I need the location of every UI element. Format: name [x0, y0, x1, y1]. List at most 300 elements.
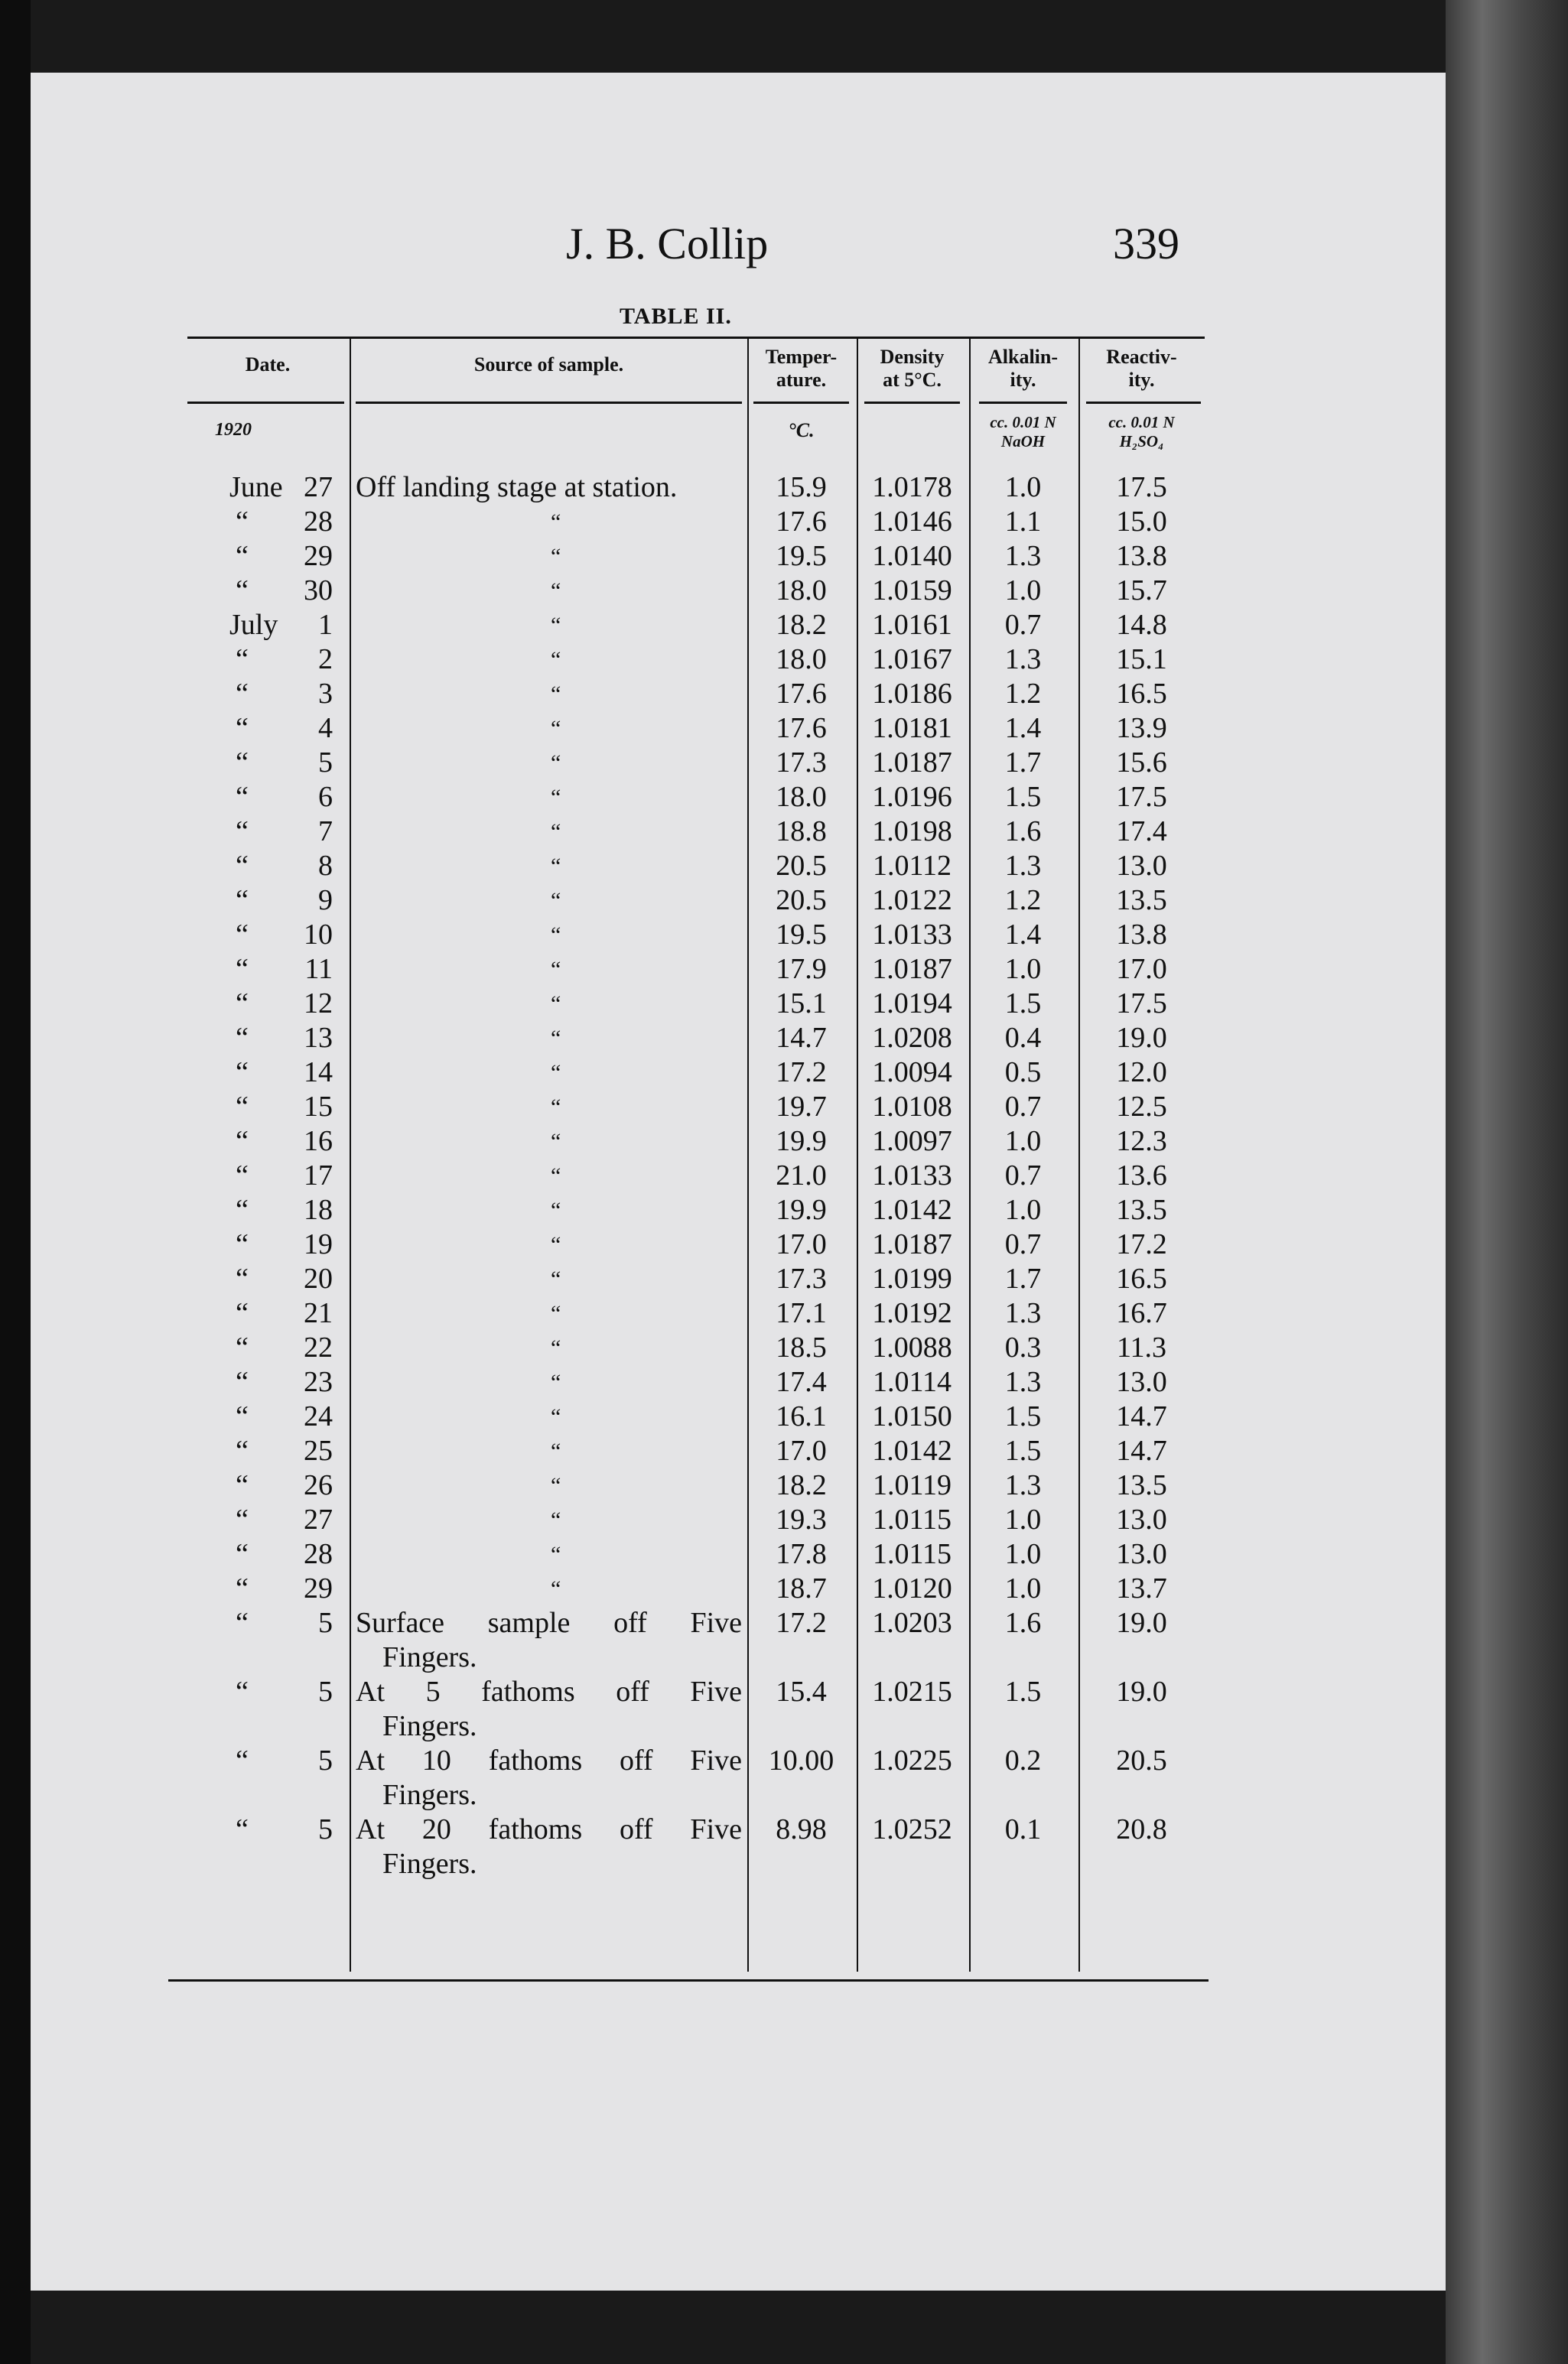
- density-cell: 1.0187: [872, 746, 952, 779]
- date-month: “: [236, 1813, 249, 1845]
- density-cell: 1.0178: [872, 471, 952, 503]
- temperature-cell: 18.2: [776, 609, 827, 641]
- table-row: [187, 1090, 1209, 1124]
- date-month: “: [236, 1125, 249, 1157]
- ditto-mark: “: [551, 1576, 561, 1601]
- density-cell: 1.0140: [872, 540, 952, 572]
- date-month: “: [236, 1745, 249, 1777]
- density-cell: 1.0112: [872, 850, 952, 882]
- ditto-mark: “: [551, 991, 561, 1016]
- temperature-cell: 17.1: [776, 1297, 827, 1329]
- ditto-mark: “: [551, 1026, 561, 1051]
- reactivity-cell: 17.0: [1116, 953, 1167, 985]
- date-month: “: [236, 815, 249, 847]
- units-row: [187, 413, 1209, 467]
- date-month: “: [236, 1091, 249, 1123]
- temperature-cell: 17.6: [776, 678, 827, 710]
- date-month: “: [236, 746, 249, 779]
- table-row: [187, 1021, 1209, 1055]
- temperature-cell: 17.6: [776, 712, 827, 744]
- table-row: [187, 780, 1209, 815]
- date-month: July: [229, 609, 278, 641]
- date-month: “: [236, 1056, 249, 1088]
- temperature-cell: 17.0: [776, 1228, 827, 1260]
- reactivity-cell: 12.0: [1116, 1056, 1167, 1088]
- alkalinity-cell: 0.7: [1004, 609, 1042, 641]
- table-row: [187, 642, 1209, 677]
- alkalinity-cell: 1.5: [1004, 1435, 1042, 1467]
- ditto-mark: “: [551, 922, 561, 948]
- date-month: “: [236, 781, 249, 813]
- temperature-cell: 17.2: [776, 1607, 827, 1639]
- alkalinity-cell: 1.3: [1004, 540, 1042, 572]
- alkalinity-cell: 1.0: [1004, 471, 1042, 503]
- date-day: 1: [318, 609, 333, 641]
- reactivity-cell: 14.7: [1116, 1400, 1167, 1432]
- density-cell: 1.0159: [872, 574, 952, 606]
- date-day: 21: [304, 1297, 333, 1329]
- date-month: “: [236, 1366, 249, 1398]
- scan-border-right: [1446, 0, 1568, 2364]
- table-row: [187, 1228, 1209, 1262]
- density-cell: 1.0133: [872, 919, 952, 951]
- alkalinity-cell: 1.3: [1004, 643, 1042, 675]
- alkalinity-cell: 1.0: [1004, 1194, 1042, 1226]
- temperature-cell: 19.7: [776, 1091, 827, 1123]
- alkalinity-cell: 1.4: [1004, 919, 1042, 951]
- density-cell: 1.0208: [872, 1022, 952, 1054]
- temperature-cell: 17.6: [776, 506, 827, 538]
- density-cell: 1.0194: [872, 987, 952, 1019]
- date-day: 5: [318, 1813, 333, 1845]
- alkalinity-cell: 0.3: [1004, 1332, 1042, 1364]
- ditto-mark: “: [551, 544, 561, 569]
- alkalinity-cell: 1.3: [1004, 1297, 1042, 1329]
- date-month: “: [236, 884, 249, 916]
- reactivity-cell: 20.5: [1116, 1745, 1167, 1777]
- temperature-cell: 18.0: [776, 643, 827, 675]
- density-cell: 1.0198: [872, 815, 952, 847]
- reactivity-cell: 20.8: [1116, 1813, 1167, 1845]
- date-day: 20: [304, 1263, 333, 1295]
- temperature-cell: 16.1: [776, 1400, 827, 1432]
- density-cell: 1.0114: [872, 1366, 952, 1398]
- table-row: [187, 1159, 1209, 1193]
- date-month: “: [236, 919, 249, 951]
- table-row: [187, 1262, 1209, 1296]
- reactivity-cell: 11.3: [1116, 1332, 1167, 1364]
- ditto-mark: “: [551, 681, 561, 707]
- density-cell: 1.0187: [872, 953, 952, 985]
- table-row: [187, 470, 1209, 505]
- date-day: 10: [304, 919, 333, 951]
- reactivity-cell: 19.0: [1116, 1607, 1167, 1639]
- reactivity-cell: 19.0: [1116, 1022, 1167, 1054]
- density-cell: 1.0161: [872, 609, 952, 641]
- table-row: [187, 1296, 1209, 1331]
- reactivity-cell: 16.5: [1116, 1263, 1167, 1295]
- table-row: [187, 746, 1209, 780]
- date-day: 5: [318, 1676, 333, 1708]
- col-header-reactivity: Reactiv- ity.: [1106, 346, 1177, 391]
- alkalinity-cell: 1.7: [1004, 746, 1042, 779]
- table-row: [187, 1365, 1209, 1400]
- density-cell: 1.0192: [872, 1297, 952, 1329]
- source-line: Fingers.: [382, 1710, 477, 1742]
- reactivity-cell: 16.5: [1116, 678, 1167, 710]
- alkalinity-cell: 1.3: [1004, 1366, 1042, 1398]
- temperature-cell: 18.2: [776, 1469, 827, 1501]
- density-cell: 1.0215: [872, 1676, 952, 1708]
- year-label: 1920: [215, 420, 252, 440]
- date-month: “: [236, 678, 249, 710]
- reactivity-cell: 13.5: [1116, 884, 1167, 916]
- ditto-mark: “: [551, 1129, 561, 1154]
- date-day: 22: [304, 1332, 333, 1364]
- date-day: 16: [304, 1125, 333, 1157]
- ditto-mark: “: [551, 578, 561, 603]
- reactivity-cell: 15.1: [1116, 643, 1167, 675]
- ditto-mark: “: [551, 1370, 561, 1395]
- source-cell: [356, 1813, 742, 1881]
- table-row: [187, 608, 1209, 642]
- table-row: [187, 815, 1209, 849]
- ditto-mark: “: [551, 785, 561, 810]
- density-cell: 1.0199: [872, 1263, 952, 1295]
- col-header-source: Source of sample.: [473, 353, 624, 376]
- reactivity-cell: 15.7: [1116, 574, 1167, 606]
- alkalinity-cell: 1.0: [1004, 953, 1042, 985]
- running-head: J. B. Collip: [566, 219, 769, 268]
- table-row: [187, 505, 1209, 539]
- source-line: Fingers.: [382, 1779, 477, 1811]
- date-day: 19: [304, 1228, 333, 1260]
- date-month: “: [236, 1194, 249, 1226]
- temperature-cell: 15.9: [776, 471, 827, 503]
- reactivity-cell: 13.8: [1116, 919, 1167, 951]
- reactivity-cell: 17.5: [1116, 987, 1167, 1019]
- density-cell: 1.0133: [872, 1159, 952, 1192]
- temperature-cell: 15.1: [776, 987, 827, 1019]
- table-row: [187, 883, 1209, 918]
- date-month: “: [236, 1504, 249, 1536]
- alkalinity-cell: 1.5: [1004, 781, 1042, 813]
- date-day: 2: [318, 643, 333, 675]
- header-rule-date: [187, 402, 344, 404]
- alkalinity-cell: 1.7: [1004, 1263, 1042, 1295]
- density-cell: 1.0225: [872, 1745, 952, 1777]
- alkalinity-cell: 1.0: [1004, 1125, 1042, 1157]
- temperature-cell: 19.5: [776, 919, 827, 951]
- ditto-mark: “: [551, 1094, 561, 1120]
- scan-border-left: [0, 0, 31, 2364]
- unit-alkalinity: cc. 0.01 N NaOH: [990, 413, 1056, 450]
- alkalinity-cell: 0.1: [1004, 1813, 1042, 1845]
- reactivity-cell: 13.8: [1116, 540, 1167, 572]
- ditto-mark: “: [551, 1267, 561, 1292]
- alkalinity-cell: 1.3: [1004, 1469, 1042, 1501]
- table-row: [187, 1400, 1209, 1434]
- date-month: “: [236, 1400, 249, 1432]
- ditto-mark: “: [551, 1335, 561, 1361]
- temperature-cell: 17.3: [776, 1263, 827, 1295]
- date-day: 3: [318, 678, 333, 710]
- source-cell: [356, 1744, 742, 1813]
- temperature-cell: 17.3: [776, 746, 827, 779]
- alkalinity-cell: 0.5: [1004, 1056, 1042, 1088]
- date-day: 7: [318, 815, 333, 847]
- date-day: 30: [304, 574, 333, 606]
- table-row: [187, 1606, 1209, 1675]
- header-rule-reactivity: [1086, 402, 1201, 404]
- date-day: 28: [304, 1538, 333, 1570]
- ditto-mark: “: [551, 1542, 561, 1567]
- reactivity-cell: 15.6: [1116, 746, 1167, 779]
- reactivity-cell: 16.7: [1116, 1297, 1167, 1329]
- alkalinity-cell: 1.6: [1004, 815, 1042, 847]
- table-row: [187, 1124, 1209, 1159]
- alkalinity-cell: 1.0: [1004, 1504, 1042, 1536]
- source-cell: [356, 1675, 742, 1744]
- date-month: “: [236, 643, 249, 675]
- table-row: [187, 1193, 1209, 1228]
- density-cell: 1.0203: [872, 1607, 952, 1639]
- ditto-mark: “: [551, 819, 561, 844]
- density-cell: 1.0181: [872, 712, 952, 744]
- reactivity-cell: 17.5: [1116, 471, 1167, 503]
- reactivity-cell: 13.0: [1116, 1504, 1167, 1536]
- date-day: 18: [304, 1194, 333, 1226]
- date-month: “: [236, 1159, 249, 1192]
- table-row: [187, 1331, 1209, 1365]
- alkalinity-cell: 1.5: [1004, 1400, 1042, 1432]
- page-number: 339: [1113, 219, 1179, 268]
- reactivity-cell: 14.7: [1116, 1435, 1167, 1467]
- density-cell: 1.0094: [872, 1056, 952, 1088]
- alkalinity-cell: 1.4: [1004, 712, 1042, 744]
- temperature-cell: 18.0: [776, 781, 827, 813]
- date-day: 26: [304, 1469, 333, 1501]
- alkalinity-cell: 0.7: [1004, 1091, 1042, 1123]
- table-row: [187, 1813, 1209, 1881]
- date-month: “: [236, 1538, 249, 1570]
- table-row: [187, 711, 1209, 746]
- alkalinity-cell: 0.7: [1004, 1159, 1042, 1192]
- unit-reactivity: cc. 0.01 N H₂SO₄: [1108, 413, 1175, 450]
- table-row: [187, 1537, 1209, 1572]
- ditto-mark: “: [551, 1507, 561, 1533]
- temperature-cell: 19.5: [776, 540, 827, 572]
- density-cell: 1.0196: [872, 781, 952, 813]
- source-line: Fingers.: [382, 1641, 477, 1673]
- date-day: 24: [304, 1400, 333, 1432]
- alkalinity-cell: 0.2: [1004, 1745, 1042, 1777]
- header-rule-source: [356, 402, 742, 404]
- ditto-mark: “: [551, 1198, 561, 1223]
- ditto-mark: “: [551, 750, 561, 776]
- date-day: 29: [304, 1572, 333, 1605]
- reactivity-cell: 13.0: [1116, 1366, 1167, 1398]
- date-day: 6: [318, 781, 333, 813]
- reactivity-cell: 15.0: [1116, 506, 1167, 538]
- temperature-cell: 20.5: [776, 884, 827, 916]
- ditto-mark: “: [551, 1404, 561, 1429]
- table-body: [187, 470, 1209, 1881]
- table-row: [187, 1744, 1209, 1813]
- temperature-cell: 15.4: [776, 1676, 827, 1708]
- density-cell: 1.0252: [872, 1813, 952, 1845]
- source-line: At 10 fathoms off Five: [356, 1745, 742, 1777]
- table-row: [187, 1468, 1209, 1503]
- density-cell: 1.0142: [872, 1435, 952, 1467]
- temperature-cell: 17.0: [776, 1435, 827, 1467]
- date-month: “: [236, 953, 249, 985]
- table-row: [187, 1055, 1209, 1090]
- date-day: 5: [318, 1607, 333, 1639]
- ditto-mark: “: [551, 1060, 561, 1085]
- density-cell: 1.0186: [872, 678, 952, 710]
- reactivity-cell: 13.5: [1116, 1469, 1167, 1501]
- date-month: “: [236, 1572, 249, 1605]
- date-day: 4: [318, 712, 333, 744]
- density-cell: 1.0115: [872, 1538, 952, 1570]
- reactivity-cell: 12.5: [1116, 1091, 1167, 1123]
- page-header: [31, 218, 1446, 287]
- temperature-cell: 8.98: [776, 1813, 827, 1845]
- reactivity-cell: 13.9: [1116, 712, 1167, 744]
- ditto-mark: “: [551, 1473, 561, 1498]
- table-row: [187, 987, 1209, 1021]
- table-row: [187, 1572, 1209, 1606]
- density-cell: 1.0119: [872, 1469, 952, 1501]
- temperature-cell: 17.4: [776, 1366, 827, 1398]
- col-header-alkalinity: Alkalin- ity.: [987, 346, 1059, 391]
- ditto-mark: “: [551, 1232, 561, 1257]
- density-cell: 1.0167: [872, 643, 952, 675]
- date-day: 27: [304, 1504, 333, 1536]
- date-day: 27: [304, 471, 333, 503]
- date-day: 29: [304, 540, 333, 572]
- temperature-cell: 18.0: [776, 574, 827, 606]
- temperature-cell: 19.9: [776, 1125, 827, 1157]
- density-cell: 1.0122: [872, 884, 952, 916]
- density-cell: 1.0115: [872, 1504, 952, 1536]
- date-day: 5: [318, 746, 333, 779]
- density-cell: 1.0187: [872, 1228, 952, 1260]
- table-row: [187, 952, 1209, 987]
- date-day: 12: [304, 987, 333, 1019]
- reactivity-cell: 17.2: [1116, 1228, 1167, 1260]
- date-day: 9: [318, 884, 333, 916]
- alkalinity-cell: 1.2: [1004, 678, 1042, 710]
- temperature-cell: 20.5: [776, 850, 827, 882]
- date-day: 23: [304, 1366, 333, 1398]
- temperature-cell: 10.00: [768, 1745, 834, 1777]
- temperature-cell: 17.9: [776, 953, 827, 985]
- date-month: “: [236, 850, 249, 882]
- date-month: “: [236, 987, 249, 1019]
- date-month: “: [236, 1332, 249, 1364]
- table-row: [187, 574, 1209, 608]
- table-row: [187, 1503, 1209, 1537]
- ditto-mark: “: [551, 647, 561, 672]
- table-row: [187, 1675, 1209, 1744]
- date-month: “: [236, 1435, 249, 1467]
- ditto-mark: “: [551, 888, 561, 913]
- table-row: [187, 918, 1209, 952]
- density-cell: 1.0150: [872, 1400, 952, 1432]
- table-caption: TABLE II.: [620, 304, 732, 329]
- alkalinity-cell: 1.5: [1004, 1676, 1042, 1708]
- source-cell: [356, 1606, 742, 1675]
- date-month: “: [236, 506, 249, 538]
- density-cell: 1.0097: [872, 1125, 952, 1157]
- alkalinity-cell: 1.1: [1004, 506, 1042, 538]
- alkalinity-cell: 0.7: [1004, 1228, 1042, 1260]
- temperature-cell: 18.7: [776, 1572, 827, 1605]
- alkalinity-cell: 1.0: [1004, 574, 1042, 606]
- density-cell: 1.0088: [872, 1332, 952, 1364]
- reactivity-cell: 19.0: [1116, 1676, 1167, 1708]
- alkalinity-cell: 1.0: [1004, 1572, 1042, 1605]
- date-day: 17: [304, 1159, 333, 1192]
- reactivity-cell: 13.5: [1116, 1194, 1167, 1226]
- table-bottom-rule: [168, 1979, 1209, 1982]
- ditto-mark: “: [551, 1439, 561, 1464]
- header-rule-alkalinity: [979, 402, 1067, 404]
- source-line: Surface sample off Five: [356, 1607, 742, 1639]
- density-cell: 1.0146: [872, 506, 952, 538]
- source-line: At 20 fathoms off Five: [356, 1813, 742, 1845]
- date-day: 15: [304, 1091, 333, 1123]
- date-month: “: [236, 1297, 249, 1329]
- col-header-density: Density at 5°C.: [880, 346, 945, 391]
- temperature-cell: 18.5: [776, 1332, 827, 1364]
- reactivity-cell: 13.7: [1116, 1572, 1167, 1605]
- ditto-mark: “: [551, 957, 561, 982]
- reactivity-cell: 14.8: [1116, 609, 1167, 641]
- table-row: [187, 677, 1209, 711]
- temperature-cell: 17.2: [776, 1056, 827, 1088]
- source-line: Fingers.: [382, 1848, 477, 1880]
- ditto-mark: “: [551, 509, 561, 535]
- date-day: 11: [304, 953, 333, 985]
- table-row: [187, 539, 1209, 574]
- reactivity-cell: 13.0: [1116, 1538, 1167, 1570]
- reactivity-cell: 13.6: [1116, 1159, 1167, 1192]
- ditto-mark: “: [551, 716, 561, 741]
- date-month: “: [236, 540, 249, 572]
- date-month: “: [236, 1228, 249, 1260]
- header-rule-density: [864, 402, 960, 404]
- alkalinity-cell: 1.5: [1004, 987, 1042, 1019]
- reactivity-cell: 17.5: [1116, 781, 1167, 813]
- date-month: “: [236, 1263, 249, 1295]
- ditto-mark: “: [551, 1163, 561, 1189]
- temperature-cell: 21.0: [776, 1159, 827, 1192]
- date-month: “: [236, 1676, 249, 1708]
- density-cell: 1.0120: [872, 1572, 952, 1605]
- temperature-cell: 18.8: [776, 815, 827, 847]
- temperature-cell: 19.3: [776, 1504, 827, 1536]
- table-row: [187, 849, 1209, 883]
- date-day: 25: [304, 1435, 333, 1467]
- col-header-temperature: Temper- ature.: [765, 346, 838, 391]
- date-day: 8: [318, 850, 333, 882]
- alkalinity-cell: 1.6: [1004, 1607, 1042, 1639]
- density-cell: 1.0142: [872, 1194, 952, 1226]
- alkalinity-cell: 1.0: [1004, 1538, 1042, 1570]
